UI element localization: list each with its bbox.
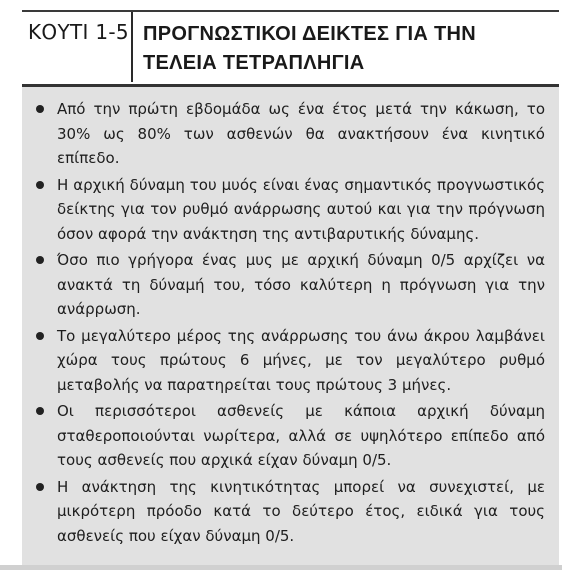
- list-item: [22, 324, 559, 398]
- list-item-text: Η ανάκτηση της κινητικότητας μπορεί να συνεχιστεί, με μικρότερη πρόοδο κατά το δεύτερο έτος, ειδικά για τους ασθενείς που είχαν δύναμη 0/5.: [57, 477, 545, 545]
- box-label: ΚΟΥΤΙ 1-5: [28, 20, 129, 44]
- bullet-icon: [36, 181, 44, 189]
- bullet-icon: [36, 256, 44, 264]
- list-item: [22, 97, 559, 171]
- box-header: [22, 10, 559, 84]
- bullet-icon: [36, 105, 44, 113]
- bullet-icon: [36, 483, 44, 491]
- page-bottom-edge: [0, 565, 562, 570]
- list-item: [22, 173, 559, 247]
- list-item-text: Η αρχική δύναμη του μυός είναι ένας σημαντικός προγνωστικός δείκτης για τον ρυθμό ανάρρωσης αυτού και για την πρόγνωση όσον αφορά την ανάκτηση της αντιβαρυτικής δύναμης.: [57, 175, 545, 243]
- bullet-icon: [36, 407, 44, 415]
- header-rule: [22, 84, 559, 87]
- header-divider: [131, 12, 133, 82]
- box-title: ΠΡΟΓΝΩΣΤΙΚΟΙ ΔΕΙΚΤΕΣ ΓΙΑ ΤΗΝ ΤΕΛΕΙΑ ΤΕΤΡΑΠΛΗΓΙΑ: [143, 23, 476, 74]
- list-item-text: Από την πρώτη εβδομάδα ως ένα έτος μετά την κάκωση, το 30% ως 80% των ασθενών θα ανακτήσουν ένα κινητικό επίπεδο.: [57, 100, 545, 167]
- list-item: [22, 399, 559, 473]
- bullet-list: [22, 97, 559, 550]
- info-box: [22, 10, 559, 567]
- list-item-text: Το μεγαλύτερο μέρος της ανάρρωσης του άνω άκρου λαμβάνει χώρα τους πρώτους 6 μήνες, με τον μεγαλύτερο ρυθμό μεταβολής να παρατηρείται τους πρώτους 3 μήνες.: [57, 326, 545, 394]
- list-item: [22, 248, 559, 322]
- list-item: [22, 475, 559, 549]
- list-item-text: Οι περισσότεροι ασθενείς με κάποια αρχική δύναμη σταθεροποιούνται νωρίτερα, αλλά σε υψηλότερο επίπεδο από τους ασθενείς που αρχικά είχαν δύναμη 0/5.: [57, 402, 545, 469]
- list-item-text: Όσο πιο γρήγορα ένας μυς με αρχική δύναμη 0/5 αρχίζει να ανακτά τη δύναμή του, τόσο καλύτερη η πρόγνωση για την ανάρρωση.: [57, 251, 545, 318]
- bullet-icon: [36, 332, 44, 340]
